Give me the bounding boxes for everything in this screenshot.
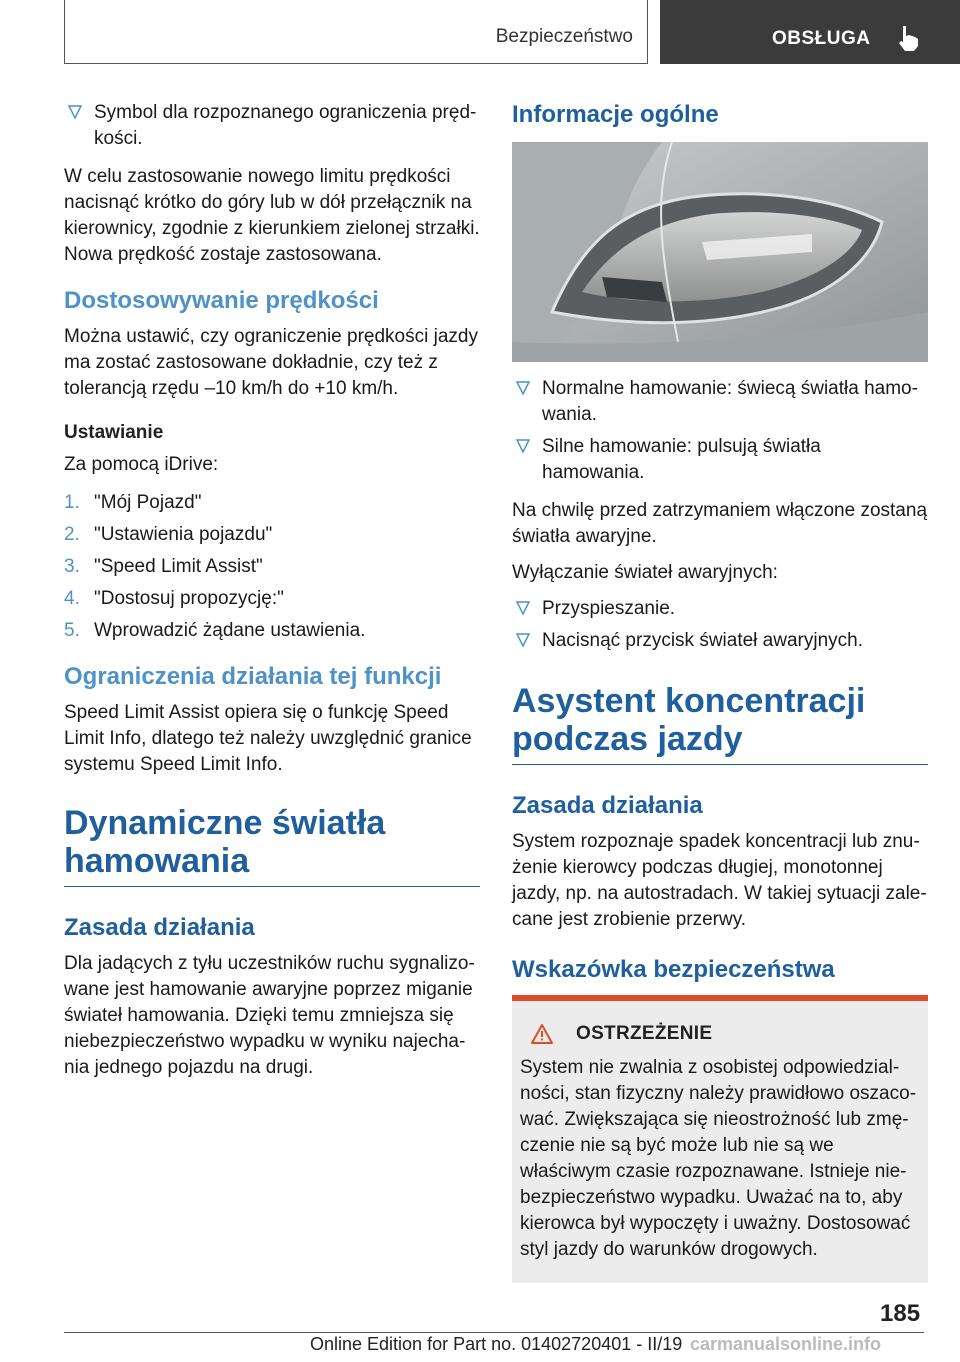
heading-general-info: Informacje ogólne xyxy=(512,101,719,128)
footer-divider xyxy=(64,1332,924,1333)
warning-title: OSTRZEŻENIE xyxy=(576,1023,713,1044)
step-number: 1. xyxy=(64,492,80,513)
heading-setting: Ustawianie xyxy=(64,422,164,443)
heading-limitations: Ograniczenia działania tej funkcji xyxy=(64,663,442,690)
triangle-bullet-icon xyxy=(516,380,530,396)
right-column xyxy=(512,100,928,1283)
step-text: "Mój Pojazd" xyxy=(94,492,202,513)
list-item xyxy=(512,434,928,486)
list-item-text: Przyspieszanie. xyxy=(542,598,676,619)
step-number: 4. xyxy=(64,588,80,609)
step-text: "Speed Limit Assist" xyxy=(94,556,263,577)
heading-dynamic-brake-lights: Dynamiczne światła hamowania xyxy=(64,804,480,887)
list-item xyxy=(64,554,480,580)
step-text: Wprowadzić żądane ustawienia. xyxy=(94,620,366,641)
triangle-bullet-icon xyxy=(516,438,530,454)
heading-safety-note: Wskazówka bezpieczeństwa xyxy=(512,956,835,983)
braking-list xyxy=(512,376,928,486)
triangle-bullet-icon xyxy=(68,104,82,120)
symbol-list xyxy=(64,100,480,152)
list-item xyxy=(512,376,928,428)
paragraph: W celu zastosowanie nowego limitu prędkości nacisnąć krótko do góry lub w dół przełącznik na kierownicy, zgodnie z kierunkiem zielonej strzałki. Nowa prędkość zostaje zastosowana. xyxy=(64,166,480,265)
step-text: "Ustawienia pojazdu" xyxy=(94,524,273,545)
hand-pointer-icon xyxy=(896,24,922,52)
tail-light-photo xyxy=(512,142,928,362)
heading-principle: Zasada działania xyxy=(64,914,255,941)
left-column xyxy=(64,100,480,1099)
idrive-steps xyxy=(64,490,480,644)
paragraph: Za pomocą iDrive: xyxy=(64,454,219,475)
paragraph: Można ustawić, czy ograniczenie prędkości jazdy ma zostać zastosowane dokładnie, czy też z tolerancją rzędu –10 km/h do +10 km/h. xyxy=(64,326,478,399)
paragraph: Dla jadących z tyłu uczestników ruchu sygnalizowane jest hamowanie awaryjne poprzez miganie świateł hamowania. Dzięki temu zmniejsza się niebezpieczeństwo wypadku w wyniku najechania jednego pojazdu na drugi. xyxy=(64,953,475,1078)
step-text: "Dostosuj propozycję:" xyxy=(94,588,284,609)
list-item xyxy=(512,596,928,622)
step-number: 2. xyxy=(64,524,80,545)
list-item-text: Normalne hamowanie: świecą światła hamowania. xyxy=(542,378,918,425)
paragraph: System rozpoznaje spadek koncentracji lub znużenie kierowcy podczas długiej, monotonnej jazdy, np. na autostradach. W takiej sytuacji zalecane jest zrobienie przerwy. xyxy=(512,831,927,930)
list-item xyxy=(64,586,480,612)
triangle-bullet-icon xyxy=(516,600,530,616)
list-item-text: Symbol dla rozpoznanego ograniczenia prędkości. xyxy=(94,102,477,149)
step-number: 3. xyxy=(64,556,80,577)
warning-text: System nie zwalnia z osobistej odpowiedzialności, stan fizyczny należy prawidłowo oszacować. Zwiększająca się nieostrożność lub zmęczenie nie są być może lub nie są we właściwym czasie rozpoznawane. Istnieje niebezpieczeństwo wypadku. Uważać na to, aby kierowca był wypoczęty i uważny. Dostosować styl jazdy do warunków drogowych. xyxy=(520,1057,917,1260)
tail-light-illustration xyxy=(512,142,928,362)
heading-attention-assistant: Asystent koncentracji podczas jazdy xyxy=(512,682,928,765)
header-section-title: Bezpieczeństwo xyxy=(495,26,633,47)
warning-header xyxy=(520,1023,920,1045)
paragraph: Speed Limit Assist opiera się o funkcję Speed Limit Info, dlatego też należy uwzględnić granice systemu Speed Limit Info. xyxy=(64,702,472,775)
list-item xyxy=(64,100,480,152)
page-number: 185 xyxy=(880,1300,921,1327)
list-item xyxy=(64,522,480,548)
header-tab-label: OBSŁUGA xyxy=(772,28,871,49)
paragraph: Na chwilę przed zatrzymaniem włączone zostaną światła awaryjne. xyxy=(512,500,928,547)
header-section-box xyxy=(64,0,648,64)
paragraph: Wyłączanie świateł awaryjnych: xyxy=(512,562,778,583)
list-item-text: Silne hamowanie: pulsują światła hamowania. xyxy=(542,436,821,483)
heading-adjust-speed: Dostosowywanie prędkości xyxy=(64,287,379,314)
triangle-bullet-icon xyxy=(516,632,530,648)
footer-edition: Online Edition for Part no. 01402720401 - II/19 xyxy=(310,1334,683,1354)
hazard-off-list xyxy=(512,596,928,654)
list-item-text: Nacisnąć przycisk świateł awaryjnych. xyxy=(542,630,863,651)
heading-principle: Zasada działania xyxy=(512,792,703,819)
list-item xyxy=(512,628,928,654)
warning-triangle-icon xyxy=(530,1023,554,1045)
warning-box xyxy=(512,995,928,1283)
header-tab[interactable] xyxy=(660,0,960,64)
list-item xyxy=(64,618,480,644)
footer-watermark: carmanualsonline.info xyxy=(690,1334,882,1354)
list-item xyxy=(64,490,480,516)
step-number: 5. xyxy=(64,620,80,641)
